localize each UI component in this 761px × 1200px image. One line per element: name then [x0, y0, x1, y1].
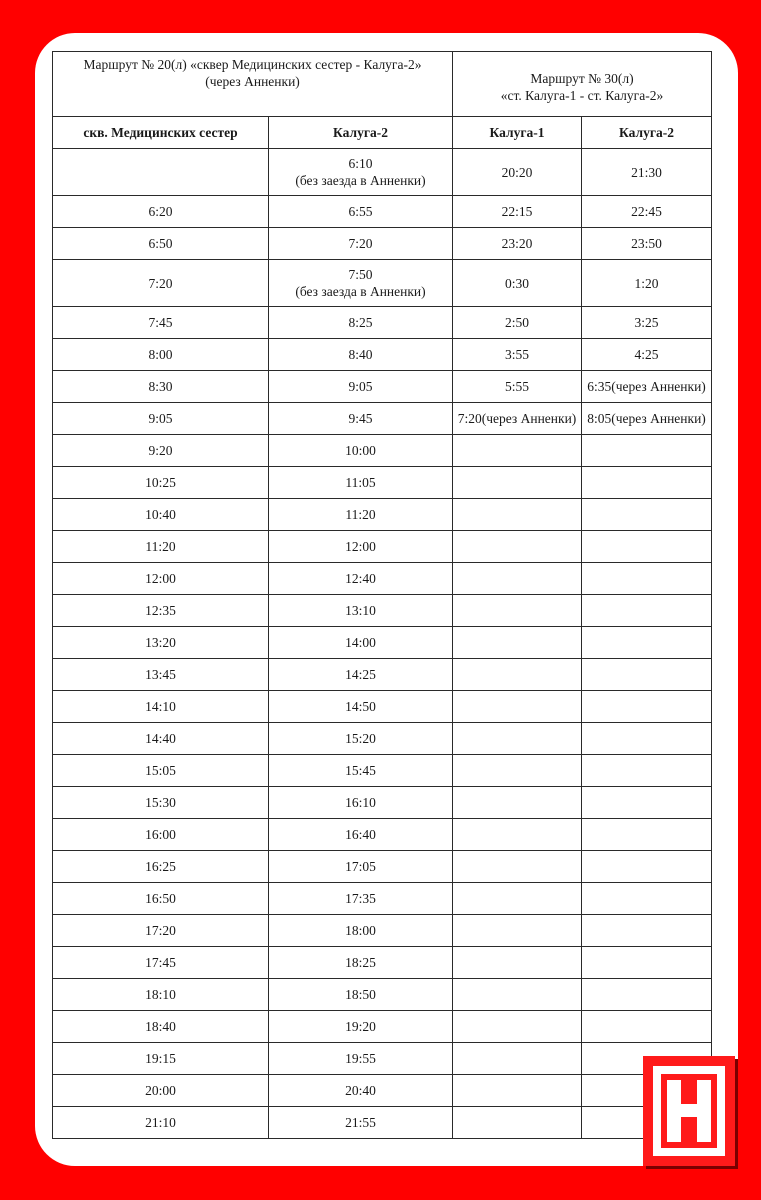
- time-note: (без заезда в Анненки): [295, 173, 426, 188]
- cell-kaluga2-r20: [269, 787, 453, 819]
- cell-kaluga1: 22:15: [453, 196, 582, 228]
- time-value: 9:05: [348, 379, 373, 394]
- table-row: [53, 371, 712, 403]
- cell-kaluga2-r20: [269, 1011, 453, 1043]
- cell-kaluga1: [453, 883, 582, 915]
- cell-kaluga2-r30: [582, 531, 712, 563]
- cell-kaluga2-r30: [582, 563, 712, 595]
- column-header-kaluga1: Калуга-1: [453, 117, 582, 149]
- cell-kaluga2-r20: [269, 691, 453, 723]
- cell-kaluga1: 0:30: [453, 260, 582, 307]
- cell-kaluga2-r30: [582, 883, 712, 915]
- cell-kaluga2-r20: [269, 627, 453, 659]
- cell-med-sisters: 11:20: [53, 531, 269, 563]
- cell-kaluga2-r20: [269, 659, 453, 691]
- cell-kaluga2-r20: [269, 371, 453, 403]
- cell-kaluga2-r30: [582, 691, 712, 723]
- cell-kaluga1: [453, 787, 582, 819]
- cell-kaluga1: 23:20: [453, 228, 582, 260]
- route-20-title: Маршрут № 20(л) «сквер Медицинских сестер - Калуга-2»: [83, 57, 422, 72]
- cell-kaluga2-r30: [582, 627, 712, 659]
- time-value: 21:55: [345, 1115, 376, 1130]
- cell-kaluga2-r20: [269, 435, 453, 467]
- cell-kaluga2-r20: [269, 1043, 453, 1075]
- cell-kaluga2-r30: 22:45: [582, 196, 712, 228]
- schedule-body: [53, 149, 712, 1139]
- time-value: 14:50: [345, 699, 376, 714]
- cell-med-sisters: 6:20: [53, 196, 269, 228]
- table-row: [53, 1107, 712, 1139]
- table-row: [53, 947, 712, 979]
- route-30-title: Маршрут № 30(л): [530, 71, 634, 86]
- cell-kaluga1: [453, 819, 582, 851]
- time-value: 18:50: [345, 987, 376, 1002]
- cell-kaluga2-r20: [269, 339, 453, 371]
- cell-kaluga1: [453, 755, 582, 787]
- cell-kaluga2-r30: [582, 979, 712, 1011]
- cell-kaluga1: [453, 1011, 582, 1043]
- cell-kaluga2-r20: [269, 819, 453, 851]
- cell-kaluga1: [453, 915, 582, 947]
- cell-kaluga2-r30: 4:25: [582, 339, 712, 371]
- table-row: [53, 196, 712, 228]
- time-value: 11:20: [345, 507, 376, 522]
- cell-kaluga2-r30: 3:25: [582, 307, 712, 339]
- time-value: 7:20: [348, 236, 373, 251]
- cell-kaluga1: [453, 979, 582, 1011]
- cell-kaluga1: [453, 595, 582, 627]
- table-row: [53, 228, 712, 260]
- logo-badge: [643, 1056, 735, 1166]
- cell-kaluga2-r30: [582, 595, 712, 627]
- time-value: 12:40: [345, 571, 376, 586]
- cell-med-sisters: 16:50: [53, 883, 269, 915]
- cell-kaluga2-r20: [269, 563, 453, 595]
- cell-kaluga2-r20: [269, 196, 453, 228]
- cell-kaluga2-r30: [582, 499, 712, 531]
- table-row: [53, 659, 712, 691]
- table-row: [53, 627, 712, 659]
- table-row: [53, 1075, 712, 1107]
- cell-kaluga2-r20: [269, 307, 453, 339]
- table-row: [53, 339, 712, 371]
- cell-med-sisters: 14:10: [53, 691, 269, 723]
- cell-med-sisters: 10:40: [53, 499, 269, 531]
- time-note: (без заезда в Анненки): [295, 284, 426, 299]
- route-20-header: [53, 52, 453, 117]
- cell-kaluga1: [453, 1043, 582, 1075]
- cell-kaluga2-r30: [582, 755, 712, 787]
- route-20-subtitle: (через Анненки): [205, 74, 300, 89]
- cell-kaluga1: 3:55: [453, 339, 582, 371]
- table-row: [53, 723, 712, 755]
- cell-kaluga2-r30: 21:30: [582, 149, 712, 196]
- cell-kaluga1: 7:20(через Анненки): [453, 403, 582, 435]
- table-row: [53, 403, 712, 435]
- cell-kaluga2-r20: [269, 851, 453, 883]
- cell-kaluga2-r30: 1:20: [582, 260, 712, 307]
- time-value: 13:10: [345, 603, 376, 618]
- table-row: [53, 915, 712, 947]
- time-value: 18:25: [345, 955, 376, 970]
- table-row: [53, 979, 712, 1011]
- table-row: [53, 787, 712, 819]
- cell-kaluga2-r30: [582, 819, 712, 851]
- table-row: [53, 691, 712, 723]
- time-value: 19:20: [345, 1019, 376, 1034]
- time-value: 11:05: [345, 475, 376, 490]
- time-value: 14:00: [345, 635, 376, 650]
- time-value: 7:50: [348, 267, 373, 282]
- cell-kaluga1: [453, 723, 582, 755]
- cell-med-sisters: 17:20: [53, 915, 269, 947]
- route-30-header: [453, 52, 712, 117]
- table-row: [53, 755, 712, 787]
- cell-kaluga1: [453, 499, 582, 531]
- cell-med-sisters: 7:45: [53, 307, 269, 339]
- cell-kaluga2-r30: [582, 947, 712, 979]
- cell-kaluga1: [453, 691, 582, 723]
- cell-kaluga1: [453, 627, 582, 659]
- route-30-subtitle: «ст. Калуга-1 - ст. Калуга-2»: [500, 88, 664, 103]
- cell-med-sisters: 13:20: [53, 627, 269, 659]
- cell-med-sisters: 12:00: [53, 563, 269, 595]
- table-row: [53, 1011, 712, 1043]
- column-header-kaluga2-r30: Калуга-2: [582, 117, 712, 149]
- cell-kaluga1: 2:50: [453, 307, 582, 339]
- cell-med-sisters: 20:00: [53, 1075, 269, 1107]
- cell-kaluga2-r30: [582, 659, 712, 691]
- cell-med-sisters: 9:05: [53, 403, 269, 435]
- time-value: 15:45: [345, 763, 376, 778]
- cell-kaluga2-r20: [269, 1075, 453, 1107]
- cell-kaluga2-r20: [269, 883, 453, 915]
- cell-med-sisters: 15:30: [53, 787, 269, 819]
- time-value: 6:55: [348, 204, 373, 219]
- column-header-med-sisters: скв. Медицинских сестер: [53, 117, 269, 149]
- cell-med-sisters: 16:25: [53, 851, 269, 883]
- time-value: 20:40: [345, 1083, 376, 1098]
- table-row: [53, 1043, 712, 1075]
- cell-kaluga2-r20: [269, 403, 453, 435]
- cell-kaluga2-r20: [269, 979, 453, 1011]
- table-row: [53, 883, 712, 915]
- time-value: 9:45: [348, 411, 373, 426]
- cell-kaluga2-r20: [269, 260, 453, 307]
- time-value: 10:00: [345, 443, 376, 458]
- table-row: [53, 149, 712, 196]
- table-row: [53, 531, 712, 563]
- table-row: [53, 307, 712, 339]
- cell-kaluga2-r20: [269, 499, 453, 531]
- cell-kaluga2-r30: [582, 435, 712, 467]
- cell-med-sisters: 13:45: [53, 659, 269, 691]
- cell-med-sisters: 8:00: [53, 339, 269, 371]
- cell-kaluga2-r20: [269, 755, 453, 787]
- table-row: [53, 563, 712, 595]
- cell-kaluga2-r30: [582, 1011, 712, 1043]
- cell-med-sisters: 12:35: [53, 595, 269, 627]
- cell-med-sisters: 14:40: [53, 723, 269, 755]
- table-row: [53, 595, 712, 627]
- cell-kaluga1: [453, 563, 582, 595]
- logo-h-icon: [643, 1056, 735, 1166]
- time-value: 15:20: [345, 731, 376, 746]
- cell-kaluga2-r30: [582, 915, 712, 947]
- cell-kaluga2-r20: [269, 595, 453, 627]
- time-value: 8:25: [348, 315, 373, 330]
- table-row: [53, 499, 712, 531]
- cell-kaluga1: [453, 1075, 582, 1107]
- cell-kaluga2-r30: 8:05(через Анненки): [582, 403, 712, 435]
- cell-med-sisters: 8:30: [53, 371, 269, 403]
- cell-med-sisters: 15:05: [53, 755, 269, 787]
- cell-med-sisters: 18:10: [53, 979, 269, 1011]
- time-value: 17:35: [345, 891, 376, 906]
- time-value: 19:55: [345, 1051, 376, 1066]
- cell-med-sisters: 10:25: [53, 467, 269, 499]
- cell-med-sisters: 19:15: [53, 1043, 269, 1075]
- cell-kaluga2-r30: 23:50: [582, 228, 712, 260]
- cell-kaluga1: [453, 435, 582, 467]
- time-value: 14:25: [345, 667, 376, 682]
- cell-kaluga2-r20: [269, 467, 453, 499]
- cell-med-sisters: 16:00: [53, 819, 269, 851]
- cell-med-sisters: 6:50: [53, 228, 269, 260]
- time-value: 6:10: [348, 156, 373, 171]
- table-row: [53, 851, 712, 883]
- cell-kaluga2-r30: [582, 467, 712, 499]
- cell-med-sisters: 9:20: [53, 435, 269, 467]
- cell-med-sisters: 7:20: [53, 260, 269, 307]
- cell-kaluga2-r30: [582, 787, 712, 819]
- cell-kaluga1: [453, 531, 582, 563]
- cell-kaluga2-r20: [269, 947, 453, 979]
- time-value: 12:00: [345, 539, 376, 554]
- table-row: [53, 435, 712, 467]
- table-row: [53, 819, 712, 851]
- cell-med-sisters: 21:10: [53, 1107, 269, 1139]
- cell-kaluga2-r20: [269, 915, 453, 947]
- time-value: 17:05: [345, 859, 376, 874]
- time-value: 16:10: [345, 795, 376, 810]
- table-row: [53, 467, 712, 499]
- cell-kaluga2-r30: [582, 723, 712, 755]
- time-value: 8:40: [348, 347, 373, 362]
- cell-kaluga1: [453, 659, 582, 691]
- schedule-table: [52, 51, 712, 1139]
- cell-kaluga1: 20:20: [453, 149, 582, 196]
- cell-med-sisters: 17:45: [53, 947, 269, 979]
- cell-kaluga2-r20: [269, 531, 453, 563]
- cell-kaluga2-r20: [269, 149, 453, 196]
- cell-kaluga2-r30: [582, 851, 712, 883]
- cell-kaluga1: [453, 467, 582, 499]
- cell-kaluga2-r30: 6:35(через Анненки): [582, 371, 712, 403]
- time-value: 18:00: [345, 923, 376, 938]
- cell-kaluga2-r20: [269, 723, 453, 755]
- cell-med-sisters: 18:40: [53, 1011, 269, 1043]
- table-row: [53, 260, 712, 307]
- cell-kaluga1: [453, 851, 582, 883]
- cell-kaluga1: 5:55: [453, 371, 582, 403]
- cell-kaluga1: [453, 947, 582, 979]
- time-value: 16:40: [345, 827, 376, 842]
- cell-med-sisters: [53, 149, 269, 196]
- cell-kaluga2-r20: [269, 1107, 453, 1139]
- cell-kaluga1: [453, 1107, 582, 1139]
- column-header-kaluga2-r20: Калуга-2: [269, 117, 453, 149]
- cell-kaluga2-r20: [269, 228, 453, 260]
